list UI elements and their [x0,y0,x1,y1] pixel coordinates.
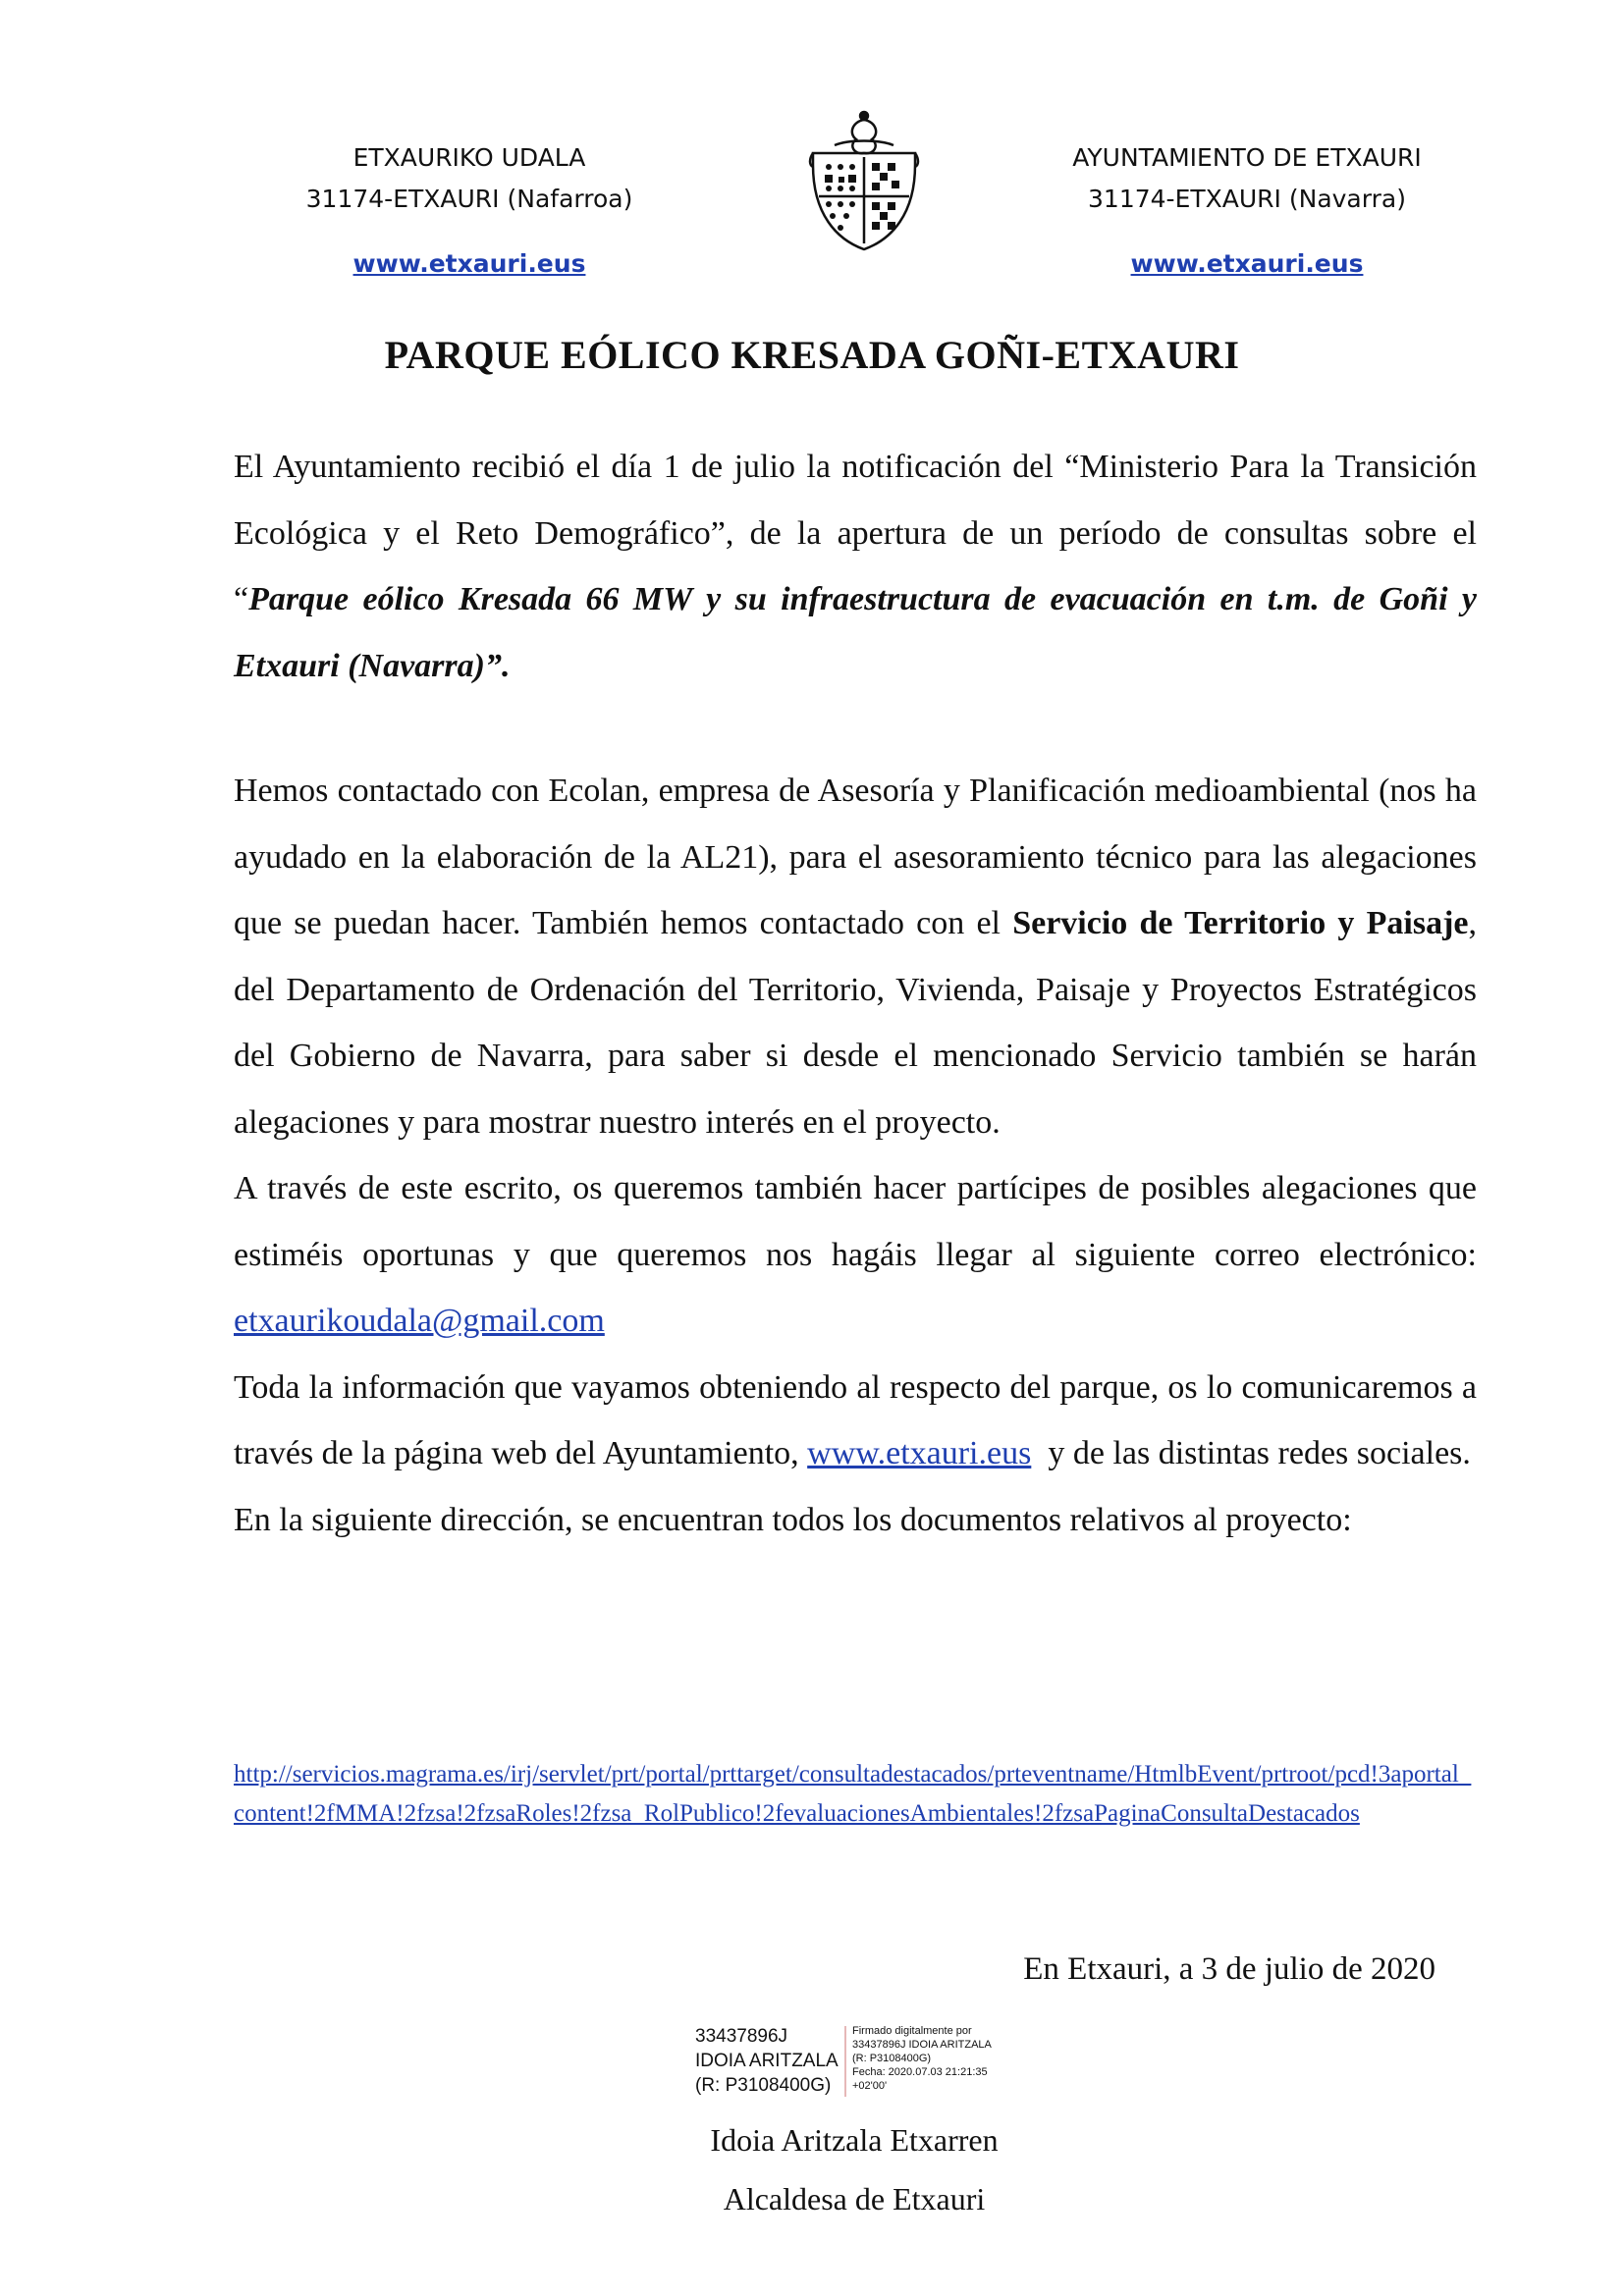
signer-role: Alcaldesa de Etxauri [723,2181,986,2216]
main-body [234,758,1477,1553]
paragraph-allegations [234,1155,1477,1355]
paragraph-notification [234,434,1477,699]
signature-meta-timezone: +02'00' [852,2080,888,2092]
paragraph-contacts-text-end: , del Departamento de Ordenación del Territorio, Vivienda, Paisaje y Proyectos Estratégicos del Gobierno de Navarra, para saber si desde el mencionado Servicio también se harán alegaciones y para mostrar nuestro interés en el proyecto. [234,905,1477,1141]
signature-registry: (R: P3108400G) [695,2075,832,2096]
signer-name: Idoia Aritzala Etxarren [710,2122,999,2158]
signature-meta-date: Fecha: 2020.07.03 21:21:35 [852,2066,988,2078]
header-right-address: 31174-ETXAURI (Navarra) [1088,185,1406,213]
header-right-website-link[interactable]: www.etxauri.eus [1130,249,1364,278]
paragraph-information-text-end: y de las distintas redes sociales. [1031,1435,1471,1471]
header-left-name: ETXAURIKO UDALA [352,143,586,172]
email-link[interactable]: etxaurikoudala@gmail.com [234,1303,605,1339]
place-date: En Etxauri, a 3 de julio de 2020 [1023,1951,1435,1987]
header-right-name: AYUNTAMIENTO DE ETXAURI [1072,143,1422,172]
digital-signature-name [695,2024,842,2098]
header-right [1041,137,1453,285]
signature-id: 33437896J [695,2026,788,2047]
signature-meta-line: Firmado digitalmente por [852,2025,972,2037]
paragraph-information-text: Toda la información que vayamos obteniendo al respecto del parque, os lo comunicaremos a través de la página web del Ayuntamiento, [234,1368,1477,1471]
header-left-address: 31174-ETXAURI (Nafarroa) [305,185,633,213]
website-link[interactable]: www.etxauri.eus [807,1435,1032,1471]
document-title: PARQUE EÓLICO KRESADA GOÑI-ETXAURI [384,333,1240,377]
project-documents-link[interactable]: http://servicios.magrama.es/irj/servlet/prt/portal/prttarget/consultadestacados/prteventname/HtmlbEvent/prtroot/pcd!3aportal_content!2fMMA!2fzsa!2fzsaRoles!2fzsa_RolPublico!2fevaluacionesAmbientales!2fzsaPaginaConsultaDestacados [234,1761,1472,1827]
service-name-bold: Servicio de Territorio y Paisaje [1012,905,1469,941]
signature-divider [844,2026,846,2097]
paragraph-contacts-text: Hemos contactado con Ecolan, empresa de Asesoría y Planificación medioambiental (nos ha ayudado en la elaboración de la AL21), para el asesoramiento técnico para las alegaciones que se puedan hacer. También hemos contactado con el [234,773,1477,941]
header-left [263,137,676,285]
signature-name: IDOIA ARITZALA [695,2051,839,2071]
paragraph-allegations-text: A través de este escrito, os queremos también hacer partícipes de posibles alegaciones que estiméis oportunas y que queremos nos hagáis llegar al siguiente correo electrónico: [234,1170,1477,1273]
digital-signature [695,2024,1000,2103]
paragraph-notification-text: El Ayuntamiento recibió el día 1 de julio la notificación del “Ministerio Para la Transición Ecológica y el Reto Demográfico”, de la apertura de un período de consultas sobre el “ [234,449,1477,617]
paragraph-contacts [234,758,1477,1155]
paragraph-documents: En la siguiente dirección, se encuentran todos los documentos relativos al proyecto: [234,1501,1352,1538]
signature-meta-line: 33437896J IDOIA ARITZALA [852,2039,992,2051]
municipal-coat-of-arms-icon [805,106,923,253]
signature-meta-line: (R: P3108400G) [852,2053,932,2064]
digital-signature-meta [852,2024,1009,2093]
header-left-website-link[interactable]: www.etxauri.eus [352,249,586,278]
project-name-emphasis: Parque eólico Kresada 66 MW y su infraestructura de evacuación en t.m. de Goñi y Etxauri (Navarra)”. [234,581,1477,684]
paragraph-information [234,1355,1477,1487]
